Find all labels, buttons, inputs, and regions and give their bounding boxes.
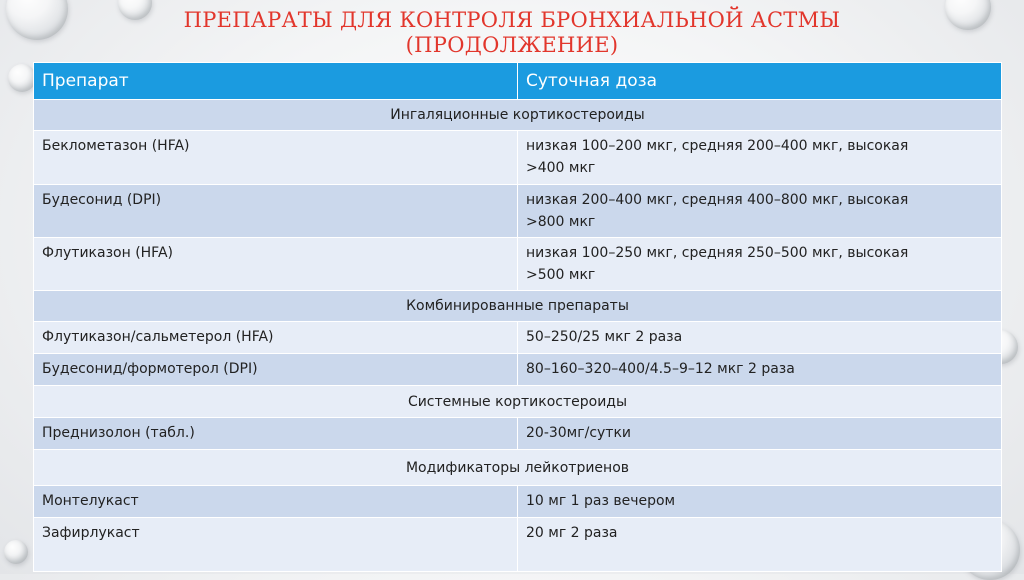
section-row xyxy=(34,100,1002,131)
table-row xyxy=(34,418,1002,450)
drug-dosage-table xyxy=(33,62,1002,572)
table-row xyxy=(34,131,1002,185)
table-row xyxy=(34,518,1002,572)
column-header-drug: Препарат xyxy=(34,63,518,100)
daily-dose: 80–160–320–400/4.5–9–12 мкг 2 раза xyxy=(518,354,1002,386)
water-drop-decoration xyxy=(8,64,36,92)
section-label-leukotriene-modifiers: Модификаторы лейкотриенов xyxy=(34,450,1002,486)
daily-dose xyxy=(518,131,1002,185)
table-row xyxy=(34,322,1002,354)
daily-dose-line: низкая 200–400 мкг, средняя 400–800 мкг, высокая xyxy=(526,192,909,208)
daily-dose-line: >800 мкг xyxy=(526,214,596,230)
daily-dose-line: низкая 100–200 мкг, средняя 200–400 мкг, высокая xyxy=(526,138,909,154)
drug-name: Будесонид (DPI) xyxy=(34,185,518,238)
table-row xyxy=(34,185,1002,238)
column-header-daily-dose: Суточная доза xyxy=(518,63,1002,100)
drug-name: Монтелукаст xyxy=(34,486,518,518)
drug-name: Флутиказон (HFA) xyxy=(34,238,518,291)
table-row xyxy=(34,486,1002,518)
daily-dose: 50–250/25 мкг 2 раза xyxy=(518,322,1002,354)
section-label-combination-drugs: Комбинированные препараты xyxy=(34,291,1002,322)
drug-name: Флутиказон/сальметерол (HFA) xyxy=(34,322,518,354)
table-row xyxy=(34,354,1002,386)
slide-title-line-1: ПРЕПАРАТЫ ДЛЯ КОНТРОЛЯ БРОНХИАЛЬНОЙ АСТМЫ xyxy=(183,8,841,32)
section-row xyxy=(34,291,1002,322)
slide-title xyxy=(0,8,1024,58)
daily-dose: 20 мг 2 раза xyxy=(518,518,1002,572)
daily-dose xyxy=(518,185,1002,238)
table-row xyxy=(34,238,1002,291)
water-drop-decoration xyxy=(4,540,28,564)
drug-name: Преднизолон (табл.) xyxy=(34,418,518,450)
daily-dose: 20-30мг/сутки xyxy=(518,418,1002,450)
daily-dose-line: >500 мкг xyxy=(526,267,596,283)
drug-name: Беклометазон (HFA) xyxy=(34,131,518,185)
drug-name: Зафирлукаст xyxy=(34,518,518,572)
daily-dose-line: >400 мкг xyxy=(526,160,596,176)
section-row xyxy=(34,450,1002,486)
slide-title-line-2: (ПРОДОЛЖЕНИЕ) xyxy=(405,33,619,57)
section-row xyxy=(34,386,1002,418)
section-label-systemic-corticosteroids: Системные кортикостероиды xyxy=(34,386,1002,418)
drug-name: Будесонид/формотерол (DPI) xyxy=(34,354,518,386)
daily-dose: 10 мг 1 раз вечером xyxy=(518,486,1002,518)
table-header-row xyxy=(34,63,1002,100)
daily-dose xyxy=(518,238,1002,291)
daily-dose-line: низкая 100–250 мкг, средняя 250–500 мкг, высокая xyxy=(526,245,909,261)
section-label-inhaled-corticosteroids: Ингаляционные кортикостероиды xyxy=(34,100,1002,131)
